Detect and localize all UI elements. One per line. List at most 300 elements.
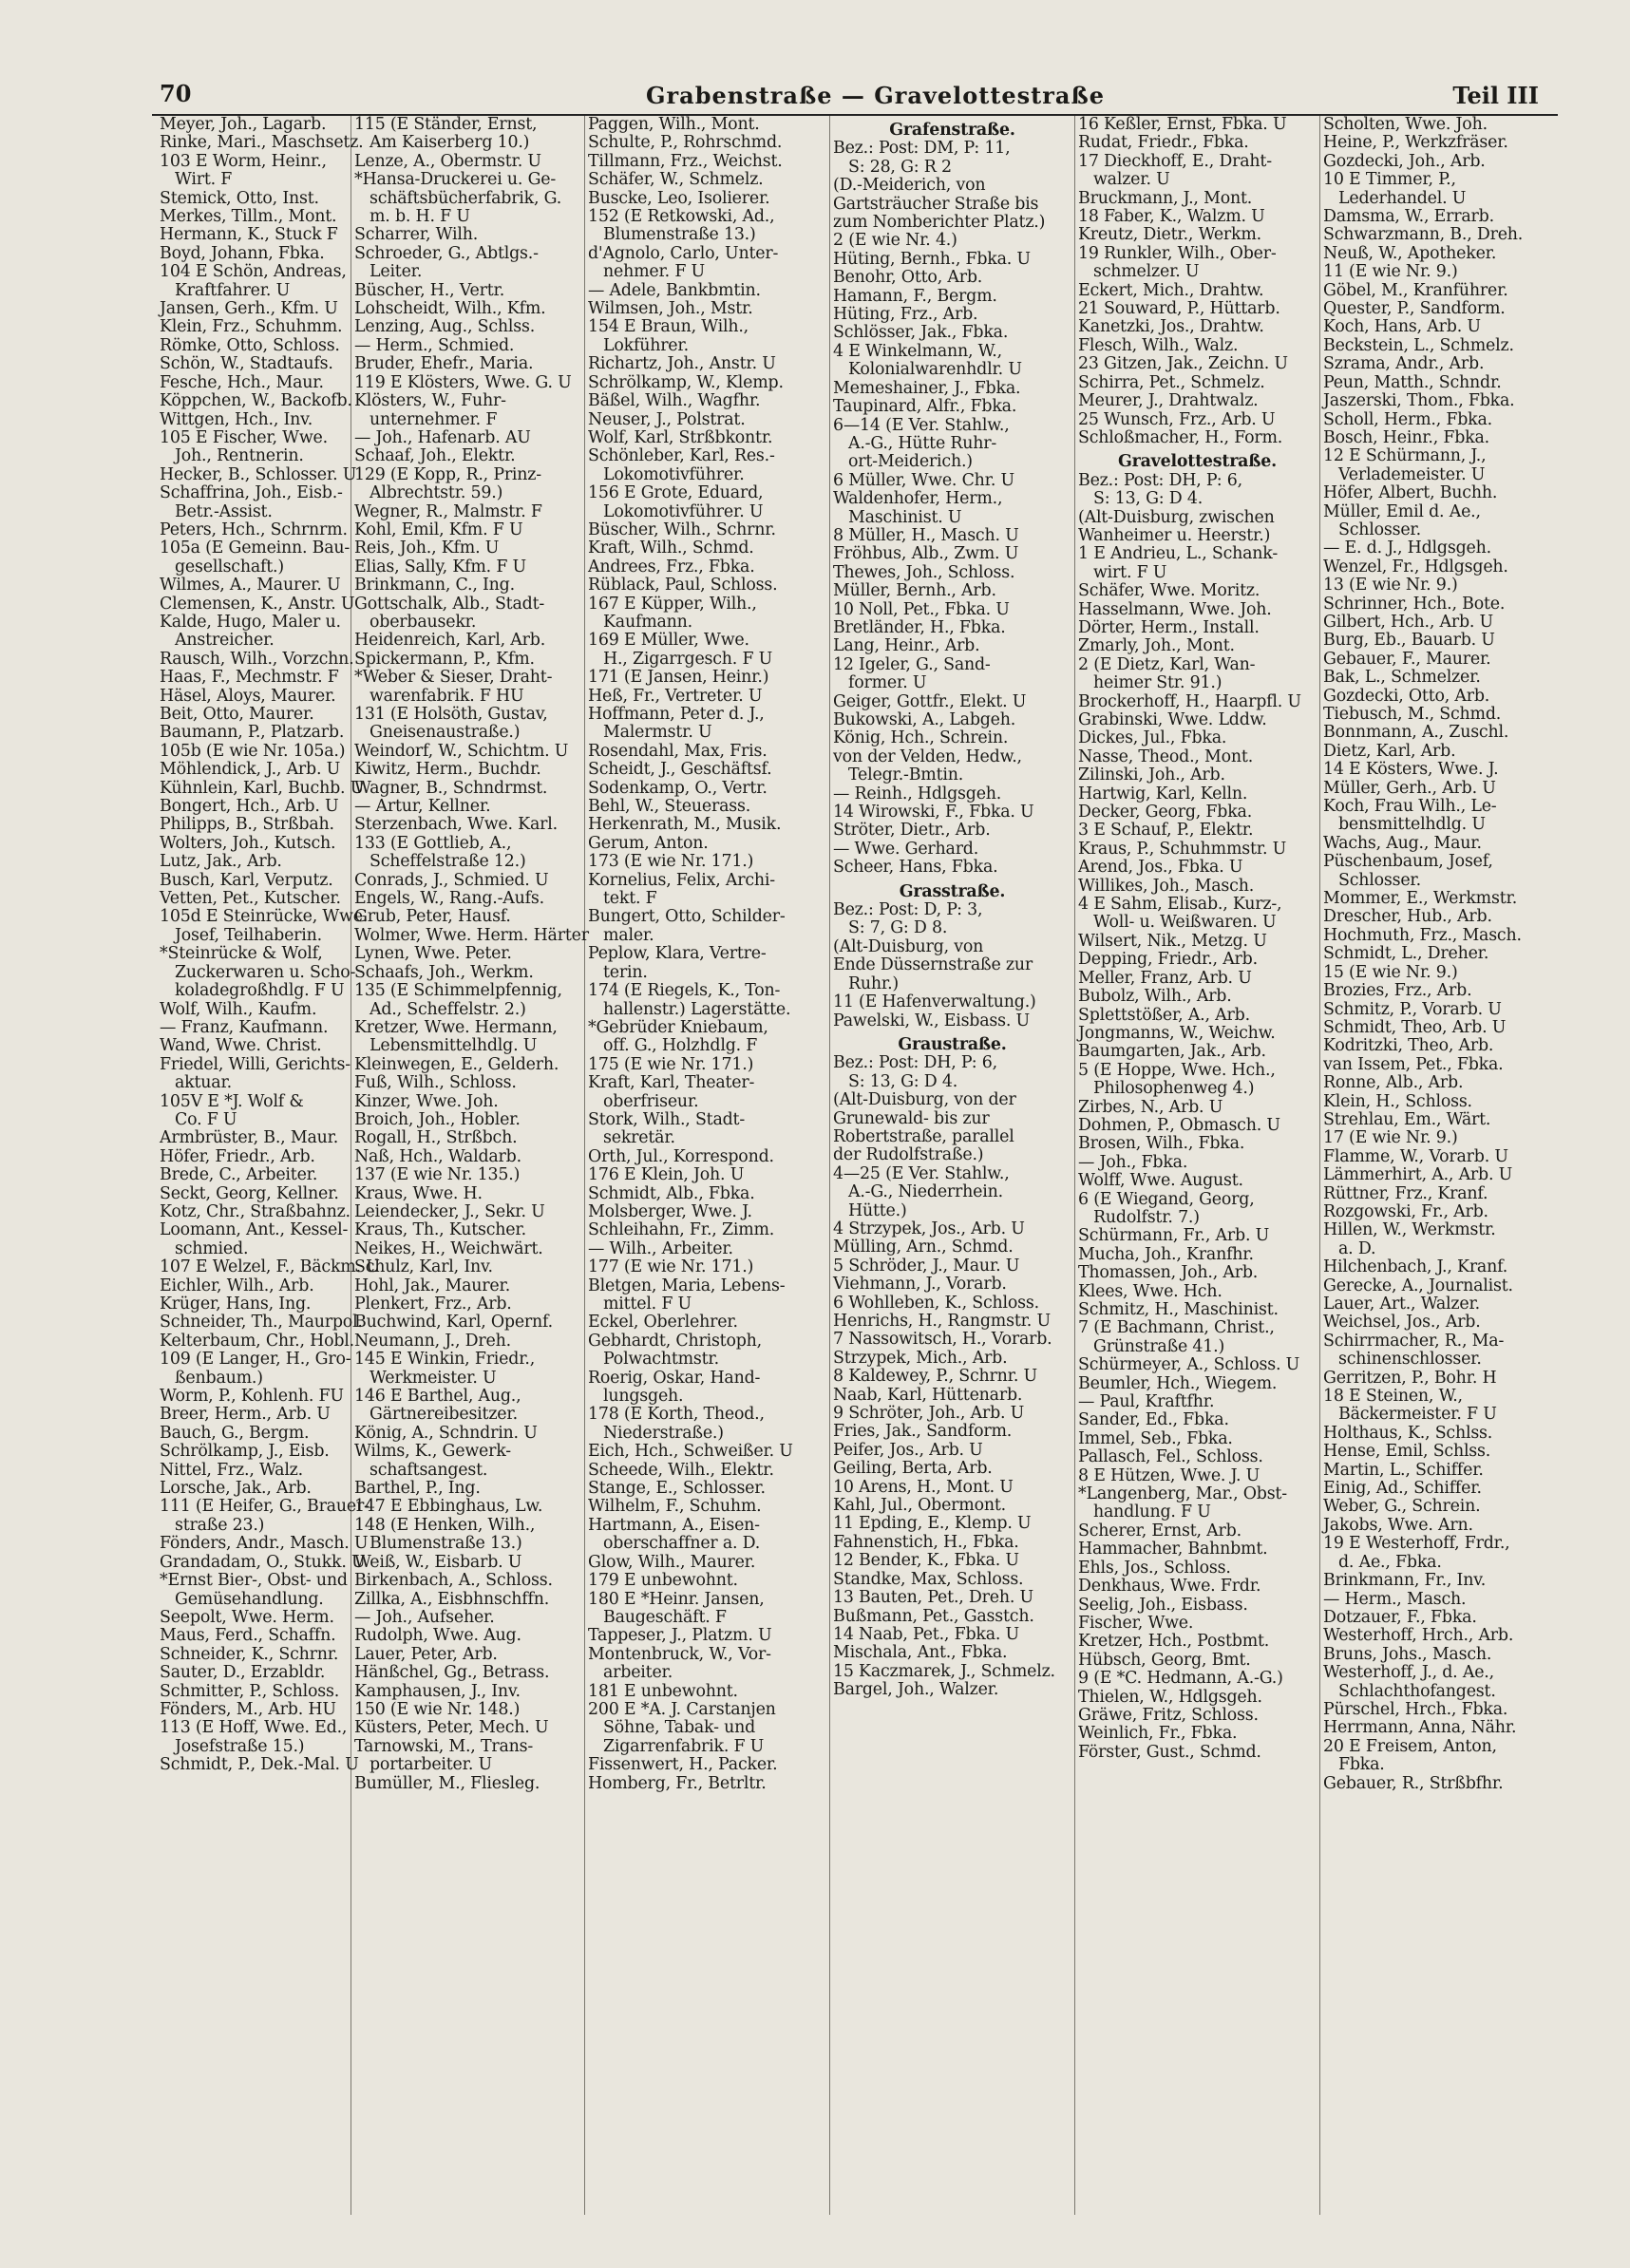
directory-entry: walzer. U	[1093, 170, 1170, 190]
directory-entry: Friedel, Willi, Gerichts-	[160, 1054, 351, 1074]
directory-entry: 8 E Hützen, Wwe. J. U	[1078, 1465, 1260, 1485]
directory-entry: 4 Strzypek, Jos., Arb. U	[833, 1219, 1025, 1238]
directory-entry: Dickes, Jul., Fbka.	[1078, 728, 1227, 748]
directory-entry: Koch, Frau Wilh., Le-	[1323, 797, 1497, 817]
directory-entry: Dörter, Herm., Install.	[1078, 617, 1260, 637]
directory-entry: 14 Wirowski, F., Fbka. U	[833, 803, 1034, 822]
directory-entry: Bußmann, Pet., Gasstch.	[833, 1606, 1034, 1626]
directory-entry: Joh., Rentnerin.	[175, 446, 304, 466]
directory-entry: Dotzauer, F., Fbka.	[1323, 1607, 1477, 1627]
directory-entry: Waldenhofer, Herm.,	[833, 489, 1003, 509]
directory-entry: Gozdecki, Joh., Arb.	[1323, 151, 1486, 171]
directory-entry: Wand, Wwe. Christ.	[160, 1036, 322, 1056]
directory-entry: 105b (E wie Nr. 105a.)	[160, 741, 346, 761]
directory-entry: 129 (E Kopp, R., Prinz-	[354, 464, 541, 484]
column-1	[157, 115, 380, 2215]
directory-entry: Maschinist. U	[848, 507, 962, 527]
directory-entry: Neuß, W., Apotheker.	[1323, 243, 1497, 263]
directory-entry: ort-Meiderich.)	[848, 452, 973, 472]
directory-entry: Robertstraße, parallel	[833, 1126, 1014, 1146]
directory-entry: Hänßchel, Gg., Betrass.	[354, 1663, 550, 1683]
directory-entry: 7 Nassowitsch, H., Vorarb.	[833, 1330, 1052, 1350]
directory-entry: *Gebrüder Kniebaum,	[588, 1017, 768, 1037]
directory-entry: Thewes, Joh., Schloss.	[833, 562, 1015, 582]
directory-entry: Herrmann, Anna, Nähr.	[1323, 1718, 1517, 1738]
directory-entry: 13 Bauten, Pet., Dreh. U	[833, 1588, 1033, 1608]
directory-entry: Rüttner, Frz., Kranf.	[1323, 1183, 1488, 1203]
directory-entry: Gerecke, A., Journalist.	[1323, 1276, 1513, 1295]
directory-entry: Schwarzmann, B., Dreh.	[1323, 225, 1524, 245]
directory-entry: Peifer, Jos., Arb. U	[833, 1440, 983, 1460]
directory-entry: Kraus, Wwe. H.	[354, 1183, 483, 1203]
directory-entry: Niederstraße.)	[603, 1423, 724, 1443]
directory-entry: Schön, W., Stadtaufs.	[160, 354, 333, 374]
directory-entry: 19 E Westerhoff, Frdr.,	[1323, 1534, 1510, 1554]
directory-entry: A.-G., Hütte Ruhr-	[848, 433, 997, 453]
directory-entry: Meurer, J., Drahtwalz.	[1078, 391, 1259, 411]
directory-entry: 174 (E Riegels, K., Ton-	[588, 981, 781, 1001]
directory-entry: 10 E Timmer, P.,	[1323, 170, 1456, 190]
directory-entry: Küsters, Peter, Mech. U	[354, 1718, 549, 1738]
directory-entry: Schloßmacher, H., Form.	[1078, 427, 1283, 447]
directory-entry: Peters, Hch., Schrnrm.	[160, 520, 348, 539]
directory-entry: Wilhelm, F., Schuhm.	[588, 1497, 762, 1517]
directory-entry: mittel. F U	[603, 1295, 692, 1314]
directory-entry: 21 Souward, P., Hüttarb.	[1078, 299, 1280, 319]
directory-entry: Gebhardt, Christoph,	[588, 1331, 763, 1351]
directory-entry: Birkenbach, A., Schloss.	[354, 1571, 553, 1591]
directory-entry: Sander, Ed., Fbka.	[1078, 1410, 1229, 1430]
directory-entry: Lynen, Wwe. Peter.	[354, 944, 512, 964]
directory-entry: Wittgen, Hch., Inv.	[160, 409, 313, 429]
directory-entry: Schlosser.	[1338, 870, 1421, 890]
directory-entry: Naab, Karl, Hüttenarb.	[833, 1385, 1023, 1405]
directory-entry: Breer, Herm., Arb. U	[160, 1405, 331, 1425]
directory-entry: Eichler, Wilh., Arb.	[160, 1276, 314, 1295]
directory-entry: Lohscheidt, Wilh., Kfm.	[354, 299, 546, 319]
directory-entry: Krüger, Hans, Ing.	[160, 1295, 312, 1314]
directory-entry: Weinlich, Fr., Fbka.	[1078, 1724, 1238, 1744]
directory-entry: Fönders, M., Arb. HU	[160, 1699, 336, 1719]
directory-entry: straße 23.)	[175, 1515, 265, 1535]
directory-entry: von der Velden, Hedw.,	[833, 747, 1022, 766]
directory-entry: Hecker, B., Schlosser. U	[160, 464, 357, 484]
directory-entry: Kraus, P., Schuhmmstr. U	[1078, 839, 1287, 859]
directory-entry: Beckstein, L., Schmelz.	[1323, 335, 1514, 355]
directory-entry: 145 E Winkin, Friedr.,	[354, 1350, 536, 1370]
directory-entry: Schleihahn, Fr., Zimm.	[588, 1220, 775, 1240]
directory-entry: 169 E Müller, Wwe.	[588, 631, 749, 651]
directory-entry: Kalde, Hugo, Maler u.	[160, 612, 341, 632]
directory-entry: Clemensen, K., Anstr. U	[160, 594, 355, 614]
directory-entry: Mommer, E., Werkmstr.	[1323, 889, 1518, 909]
directory-entry: Mucha, Joh., Kranfhr.	[1078, 1244, 1254, 1264]
directory-entry: S: 13, G: D 4.	[1093, 489, 1204, 509]
directory-entry: Klees, Wwe. Hch.	[1078, 1281, 1222, 1301]
directory-entry: Gottschalk, Alb., Stadt-	[354, 594, 545, 614]
directory-entry: 18 Faber, K., Walzm. U	[1078, 207, 1265, 227]
directory-entry: Vetten, Pet., Kutscher.	[160, 889, 341, 909]
directory-entry: Stork, Wilh., Stadt-	[588, 1109, 746, 1129]
directory-entry: Decker, Georg, Fbka.	[1078, 803, 1253, 822]
directory-entry: schäftsbücherfabrik, G.	[370, 188, 562, 208]
directory-entry: Schirrmacher, R., Ma-	[1323, 1331, 1505, 1351]
directory-entry: Sterzenbach, Wwe. Karl.	[354, 815, 558, 835]
directory-entry: 177 (E wie Nr. 171.)	[588, 1257, 754, 1277]
directory-entry: 15 Kaczmarek, J., Schmelz.	[833, 1661, 1055, 1681]
directory-entry: Rausch, Wilh., Vorzchn.	[160, 649, 354, 669]
directory-entry: Lokomotivführer. U	[603, 501, 764, 521]
directory-entry: 154 E Braun, Wilh.,	[588, 317, 749, 337]
directory-entry: Hillen, W., Werkmstr.	[1323, 1220, 1496, 1240]
directory-entry: Standke, Max, Schloss.	[833, 1569, 1024, 1589]
directory-entry: 179 E unbewohnt.	[588, 1571, 738, 1591]
directory-entry: Kretzer, Hch., Postbmt.	[1078, 1632, 1270, 1652]
directory-entry: Damsma, W., Errarb.	[1323, 207, 1494, 227]
directory-entry: 14 E Kösters, Wwe. J.	[1323, 760, 1499, 780]
directory-entry: Neikes, H., Weichwärt.	[354, 1238, 543, 1258]
columns-container	[157, 116, 1563, 2215]
directory-entry: Kodritzki, Theo, Arb.	[1323, 1036, 1494, 1056]
directory-entry: a. D.	[1338, 1238, 1376, 1258]
directory-entry: Bez.: Post: DH, P: 6,	[833, 1053, 997, 1073]
column-4	[830, 116, 1075, 2215]
directory-entry: Tillmann, Frz., Weichst.	[588, 151, 783, 171]
directory-entry: Schroeder, G., Abtlgs.-	[354, 243, 539, 263]
directory-entry: 146 E Barthel, Aug.,	[354, 1387, 521, 1407]
directory-entry: Ruhr.)	[848, 973, 900, 993]
directory-entry: Klösters, W., Fuhr-	[354, 391, 506, 411]
directory-entry: 25 Wunsch, Frz., Arb. U	[1078, 409, 1276, 429]
directory-entry: Anstreicher.	[175, 631, 275, 651]
directory-entry: *Langenberg, Mar., Obst-	[1078, 1484, 1287, 1504]
directory-entry: Schlosser.	[1338, 520, 1421, 539]
directory-entry: 173 (E wie Nr. 171.)	[588, 852, 754, 872]
directory-entry: Herkenrath, M., Musik.	[588, 815, 782, 835]
directory-entry: Elias, Sally, Kfm. F U	[354, 557, 526, 576]
directory-entry: Gemüsehandlung.	[175, 1589, 324, 1609]
directory-entry: Büscher, H., Vertr.	[354, 280, 505, 300]
directory-entry: bensmittelhdlg. U	[1338, 815, 1486, 835]
directory-entry: Ströter, Dietr., Arb.	[833, 821, 991, 841]
directory-entry: wirt. F U	[1093, 562, 1167, 582]
directory-entry: Wanheimer u. Heerstr.)	[1078, 525, 1271, 545]
directory-entry: 11 Epding, E., Klemp. U	[833, 1514, 1032, 1534]
directory-entry: Glow, Wilh., Maurer.	[588, 1552, 756, 1572]
directory-entry: 171 (E Jansen, Heinr.)	[588, 668, 769, 688]
directory-entry: Brinkmann, C., Ing.	[354, 576, 515, 595]
directory-entry: Strzypek, Mich., Arb.	[833, 1348, 1008, 1368]
directory-entry: Wegner, R., Malmstr. F	[354, 501, 542, 521]
directory-entry: sekretär.	[603, 1128, 675, 1148]
directory-entry: 176 E Klein, Joh. U	[588, 1165, 745, 1185]
directory-entry: Bosch, Heinr., Fbka.	[1323, 427, 1490, 447]
directory-entry: Wirt. F	[175, 170, 233, 190]
directory-entry: Denkhaus, Wwe. Frdr.	[1078, 1577, 1261, 1597]
directory-entry: Brockerhoff, H., Haarpfl. U	[1078, 691, 1301, 711]
directory-entry: Scheede, Wilh., Elektr.	[588, 1460, 774, 1480]
directory-entry: Klein, Frz., Schuhmm.	[160, 317, 343, 337]
directory-entry: Thomassen, Joh., Arb.	[1078, 1263, 1259, 1283]
directory-entry: Schirra, Pet., Schmelz.	[1078, 372, 1265, 392]
directory-entry: Sodenkamp, O., Vertr.	[588, 778, 768, 798]
directory-entry: — Artur, Kellner.	[354, 797, 491, 817]
directory-entry: Willikes, Joh., Masch.	[1078, 876, 1255, 896]
directory-entry: — Herm., Schmied.	[354, 335, 515, 355]
page-number: 70	[160, 80, 192, 107]
directory-entry: 7 (E Bachmann, Christ.,	[1078, 1318, 1275, 1338]
directory-entry: Brinkmann, Fr., Inv.	[1323, 1571, 1487, 1591]
directory-entry: portarbeiter. U	[370, 1755, 492, 1775]
directory-entry: Behl, W., Steuerass.	[588, 797, 751, 817]
directory-entry: Gerritzen, P., Bohr. H	[1323, 1368, 1497, 1388]
directory-entry: Wolf, Wilh., Kaufm.	[160, 999, 317, 1019]
page-title: Grabenstraße — Gravelottestraße	[646, 82, 1105, 109]
directory-entry: 23 Gitzen, Jak., Zeichn. U	[1078, 354, 1288, 374]
directory-entry: Armbrüster, B., Maur.	[160, 1128, 339, 1148]
directory-entry: Büscher, Wilh., Schrnr.	[588, 520, 776, 539]
directory-entry: Zilinski, Joh., Arb.	[1078, 765, 1225, 785]
directory-entry: König, Hch., Schrein.	[833, 728, 1009, 748]
directory-entry: 148 (E Henken, Wilh.,	[354, 1515, 536, 1535]
directory-entry: Schaffrina, Joh., Eisb.-	[160, 483, 343, 503]
directory-entry: Kinzer, Wwe. Joh.	[354, 1091, 499, 1111]
directory-entry: Püschenbaum, Josef,	[1323, 852, 1493, 872]
directory-entry: Memeshainer, J., Fbka.	[833, 378, 1021, 398]
directory-entry: Förster, Gust., Schmd.	[1078, 1742, 1261, 1762]
directory-entry: Szrama, Andr., Arb.	[1323, 354, 1485, 374]
directory-entry: Wachs, Aug., Maur.	[1323, 833, 1482, 853]
directory-entry: Rudolfstr. 7.)	[1093, 1207, 1200, 1227]
directory-entry: Grunewald- bis zur	[833, 1108, 990, 1128]
directory-entry: (Alt-Duisburg, zwischen	[1078, 507, 1275, 527]
directory-entry: Hense, Emil, Schlss.	[1323, 1442, 1491, 1462]
directory-entry: 12 Bender, K., Fbka. U	[833, 1551, 1019, 1571]
directory-entry: Fischer, Wwe.	[1078, 1613, 1194, 1633]
directory-entry: Fries, Jak., Sandform.	[833, 1422, 1013, 1442]
directory-entry: Wilms, K., Gewerk-	[354, 1442, 511, 1462]
directory-entry: Wolters, Joh., Kutsch.	[160, 833, 336, 853]
directory-entry: Worm, P., Kohlenh. FU	[160, 1387, 344, 1407]
directory-entry: Rozgowski, Fr., Arb.	[1323, 1201, 1488, 1221]
directory-entry: Schulte, P., Rohrschmd.	[588, 133, 783, 153]
directory-entry: 4 E Sahm, Elisab., Kurz-,	[1078, 895, 1282, 915]
directory-entry: — Joh., Hafenarb. AU	[354, 427, 531, 447]
directory-entry: Bumüller, M., Fliesleg.	[354, 1773, 540, 1793]
directory-entry: Rudat, Friedr., Fbka.	[1078, 133, 1249, 153]
directory-entry: Henrichs, H., Rangmstr. U	[833, 1312, 1051, 1331]
directory-entry: Kretzer, Wwe. Hermann,	[354, 1017, 558, 1037]
directory-entry: 4—25 (E Ver. Stahlw.,	[833, 1163, 1010, 1183]
directory-entry: 103 E Worm, Heinr.,	[160, 151, 327, 171]
directory-entry: Hüting, Bernh., Fbka. U	[833, 249, 1031, 269]
directory-entry: Schmidt, Alb., Fbka.	[588, 1183, 755, 1203]
directory-entry: Neumann, J., Dreh.	[354, 1331, 511, 1351]
directory-entry: 6 Wohlleben, K., Schloss.	[833, 1293, 1039, 1313]
directory-entry: Bez.: Post: D, P: 3,	[833, 900, 983, 920]
directory-entry: 6—14 (E Ver. Stahlw.,	[833, 415, 1010, 435]
directory-entry: H., Zigarrgesch. F U	[603, 649, 773, 669]
directory-entry: Schrinner, Hch., Bote.	[1323, 594, 1506, 614]
directory-entry: — Herm., Masch.	[1323, 1589, 1467, 1609]
directory-entry: d. Ae., Fbka.	[1338, 1552, 1442, 1572]
directory-entry: Neuser, J., Polstrat.	[588, 409, 746, 429]
directory-entry: Kelterbaum, Chr., Hobl.	[160, 1331, 354, 1351]
directory-entry: 5 (E Hoppe, Wwe. Hch.,	[1078, 1060, 1276, 1080]
directory-entry: Brede, C., Arbeiter.	[160, 1165, 318, 1185]
directory-entry: Rosendahl, Max, Fris.	[588, 741, 768, 761]
directory-entry: Bungert, Otto, Schilder-	[588, 907, 786, 927]
directory-entry: Bargel, Joh., Walzer.	[833, 1680, 999, 1700]
directory-entry: Baugeschäft. F	[603, 1607, 727, 1627]
directory-entry: Gräwe, Fritz, Schloss.	[1078, 1705, 1259, 1725]
directory-entry: Hamann, F., Bergm.	[833, 286, 997, 306]
directory-entry: Schmitter, P., Schloss.	[160, 1681, 340, 1701]
directory-entry: Hübsch, Georg, Bmt.	[1078, 1650, 1251, 1670]
directory-entry: Buscke, Leo, Isolierer.	[588, 188, 770, 208]
directory-entry: Broich, Joh., Hobler.	[354, 1109, 521, 1129]
directory-entry: Hohl, Jak., Maurer.	[354, 1276, 511, 1295]
directory-entry: Lorsche, Jak., Arb.	[160, 1479, 312, 1499]
directory-entry: 175 (E wie Nr. 171.)	[588, 1054, 754, 1074]
directory-entry: Zuckerwaren u. Scho-	[175, 962, 356, 982]
directory-entry: Hermann, K., Stuck F	[160, 225, 338, 245]
directory-entry: Am Kaiserberg 10.)	[370, 133, 530, 153]
directory-entry: — Wwe. Gerhard.	[833, 839, 979, 859]
directory-entry: Quester, P., Sandform.	[1323, 299, 1506, 319]
directory-entry: Lokomotivführer.	[603, 464, 745, 484]
directory-entry: Ende Düssernstraße zur	[833, 955, 1033, 975]
directory-entry: Fönders, Andr., Masch. U	[160, 1534, 369, 1554]
directory-entry: Ronne, Alb., Arb.	[1323, 1073, 1464, 1093]
directory-entry: Bretländer, H., Fbka.	[833, 617, 1006, 637]
directory-entry: Gilbert, Hch., Arb. U	[1323, 612, 1494, 632]
directory-entry: 133 (E Gottlieb, A.,	[354, 833, 512, 853]
directory-entry: 115 (E Ständer, Ernst,	[354, 115, 538, 134]
directory-entry: Bukowski, A., Labgeh.	[833, 710, 1016, 729]
directory-entry: Schäfer, Wwe. Moritz.	[1078, 581, 1260, 601]
directory-entry: Bäckermeister. F U	[1338, 1405, 1497, 1425]
directory-entry: Wolff, Wwe. August.	[1078, 1171, 1243, 1191]
street-heading: Gravelottestraße.	[1118, 452, 1277, 472]
directory-entry: 200 E *A. J. Carstanjen	[588, 1699, 776, 1719]
directory-entry: 4 E Winkelmann, W.,	[833, 341, 1002, 361]
directory-entry: Bäßel, Wilh., Wagfhr.	[588, 391, 761, 411]
directory-entry: 20 E Freisem, Anton,	[1323, 1736, 1497, 1756]
directory-entry: Strehlau, Em., Wärt.	[1323, 1109, 1491, 1129]
directory-entry: Hasselmann, Wwe. Joh.	[1078, 599, 1272, 619]
directory-entry: lungsgeh.	[603, 1387, 684, 1407]
directory-entry: Bruckmann, J., Mont.	[1078, 188, 1253, 208]
directory-entry: Roerig, Oskar, Hand-	[588, 1368, 761, 1388]
directory-entry: Bez.: Post: DH, P: 6,	[1078, 470, 1242, 490]
directory-entry: Leiendecker, J., Sekr. U	[354, 1201, 545, 1221]
directory-entry: Plenkert, Frz., Arb.	[354, 1295, 512, 1314]
directory-entry: Schrölkamp, W., Klemp.	[588, 372, 784, 392]
directory-entry: Schmidt, P., Dek.-Mal. U	[160, 1755, 359, 1775]
directory-entry: Seelig, Joh., Eisbass.	[1078, 1595, 1248, 1615]
directory-entry: 8 Müller, H., Masch. U	[833, 525, 1019, 545]
directory-entry: 11 (E wie Nr. 9.)	[1323, 262, 1458, 282]
directory-entry: Bauch, G., Bergm.	[160, 1423, 310, 1443]
directory-entry: Söhne, Tabak- und	[603, 1718, 756, 1738]
directory-entry: 2 (E wie Nr. 4.)	[833, 231, 957, 251]
directory-entry: Weber, G., Schrein.	[1323, 1497, 1481, 1517]
directory-entry: Zillka, A., Eisbhnschffn.	[354, 1589, 550, 1609]
directory-entry: 19 Runkler, Wilh., Ober-	[1078, 243, 1277, 263]
directory-entry: Jansen, Gerh., Kfm. U	[160, 299, 338, 319]
directory-entry: — Joh., Aufseher.	[354, 1607, 495, 1627]
directory-entry: Kraftfahrer. U	[175, 280, 291, 300]
directory-entry: Höfer, Albert, Buchh.	[1323, 483, 1498, 503]
directory-entry: zum Nomberichter Platz.)	[833, 213, 1046, 233]
directory-entry: Heine, P., Werkzfräser.	[1323, 133, 1508, 153]
directory-entry: 1 E Andrieu, L., Schank-	[1078, 544, 1278, 564]
directory-entry: 11 (E Hafenverwaltung.)	[833, 992, 1036, 1012]
directory-entry: Beumler, Hch., Wiegem.	[1078, 1373, 1278, 1393]
directory-entry: Kornelius, Felix, Archi-	[588, 870, 775, 890]
directory-entry: Kraft, Karl, Theater-	[588, 1073, 755, 1093]
directory-entry: Flesch, Wilh., Walz.	[1078, 335, 1239, 355]
directory-entry: oberbausekr.	[370, 612, 477, 632]
directory-entry: Bruder, Ehefr., Maria.	[354, 354, 534, 374]
directory-entry: Jongmanns, W., Weichw.	[1078, 1023, 1276, 1043]
directory-entry: Thielen, W., Hdlgsgeh.	[1078, 1687, 1262, 1707]
directory-entry: Loomann, Ant., Kessel-	[160, 1220, 349, 1240]
directory-entry: oberfriseur.	[603, 1091, 699, 1111]
directory-entry: Woll- u. Weißwaren. U	[1093, 913, 1277, 933]
directory-entry: Peun, Matth., Schndr.	[1323, 372, 1502, 392]
directory-entry: Baumann, P., Platzarb.	[160, 723, 345, 743]
directory-entry: Drescher, Hub., Arb.	[1323, 907, 1492, 927]
directory-entry: Scharrer, Wilh.	[354, 225, 479, 245]
directory-entry: Benohr, Otto, Arb.	[833, 268, 983, 288]
directory-entry: *Weber & Sieser, Draht-	[354, 668, 553, 688]
directory-entry: Peplow, Klara, Vertre-	[588, 944, 767, 964]
directory-entry: Scheidt, J., Geschäftsf.	[588, 760, 772, 780]
directory-entry: Schneider, K., Schrnr.	[160, 1644, 339, 1664]
directory-entry: Rudolph, Wwe. Aug.	[354, 1626, 521, 1646]
directory-entry: Kolonialwarenhdlr. U	[848, 360, 1022, 380]
directory-entry: Boyd, Johann, Fbka.	[160, 243, 325, 263]
directory-entry: Reis, Joh., Kfm. U	[354, 539, 500, 558]
directory-entry: Kanetzki, Jos., Drahtw.	[1078, 317, 1264, 337]
directory-entry: S: 28, G: R 2	[848, 157, 952, 177]
directory-entry: Nittel, Frz., Walz.	[160, 1460, 303, 1480]
directory-entry: Lenzing, Aug., Schlss.	[354, 317, 536, 337]
directory-entry: Andrees, Frz., Fbka.	[588, 557, 755, 576]
directory-entry: Göbel, M., Kranführer.	[1323, 280, 1508, 300]
directory-entry: Kotz, Chr., Straßbahnz.	[160, 1201, 351, 1221]
directory-entry: Müller, Emil d. Ae.,	[1323, 501, 1481, 521]
directory-entry: Busch, Karl, Verputz.	[160, 870, 333, 890]
directory-entry: 15 (E wie Nr. 9.)	[1323, 962, 1458, 982]
directory-entry: Schulz, Karl, Inv.	[354, 1257, 493, 1277]
directory-entry: Barthel, P., Ing.	[354, 1479, 481, 1499]
directory-entry: Fesche, Hch., Maur.	[160, 372, 324, 392]
directory-entry: 178 (E Korth, Theod.,	[588, 1405, 765, 1425]
directory-entry: 12 Igeler, G., Sand-	[833, 654, 991, 674]
directory-entry: Bonnmann, A., Zuschl.	[1323, 723, 1509, 743]
directory-entry: heimer Str. 91.)	[1093, 673, 1222, 693]
directory-entry: Schlachthofangest.	[1338, 1681, 1496, 1701]
directory-entry: Spickermann, P., Kfm.	[354, 649, 535, 669]
directory-entry: aktuar.	[175, 1073, 232, 1093]
directory-entry: 6 Müller, Wwe. Chr. U	[833, 470, 1015, 490]
directory-entry: Gartsträucher Straße bis	[833, 194, 1039, 214]
column-2	[351, 115, 589, 2215]
directory-entry: — Wilh., Arbeiter.	[588, 1238, 733, 1258]
